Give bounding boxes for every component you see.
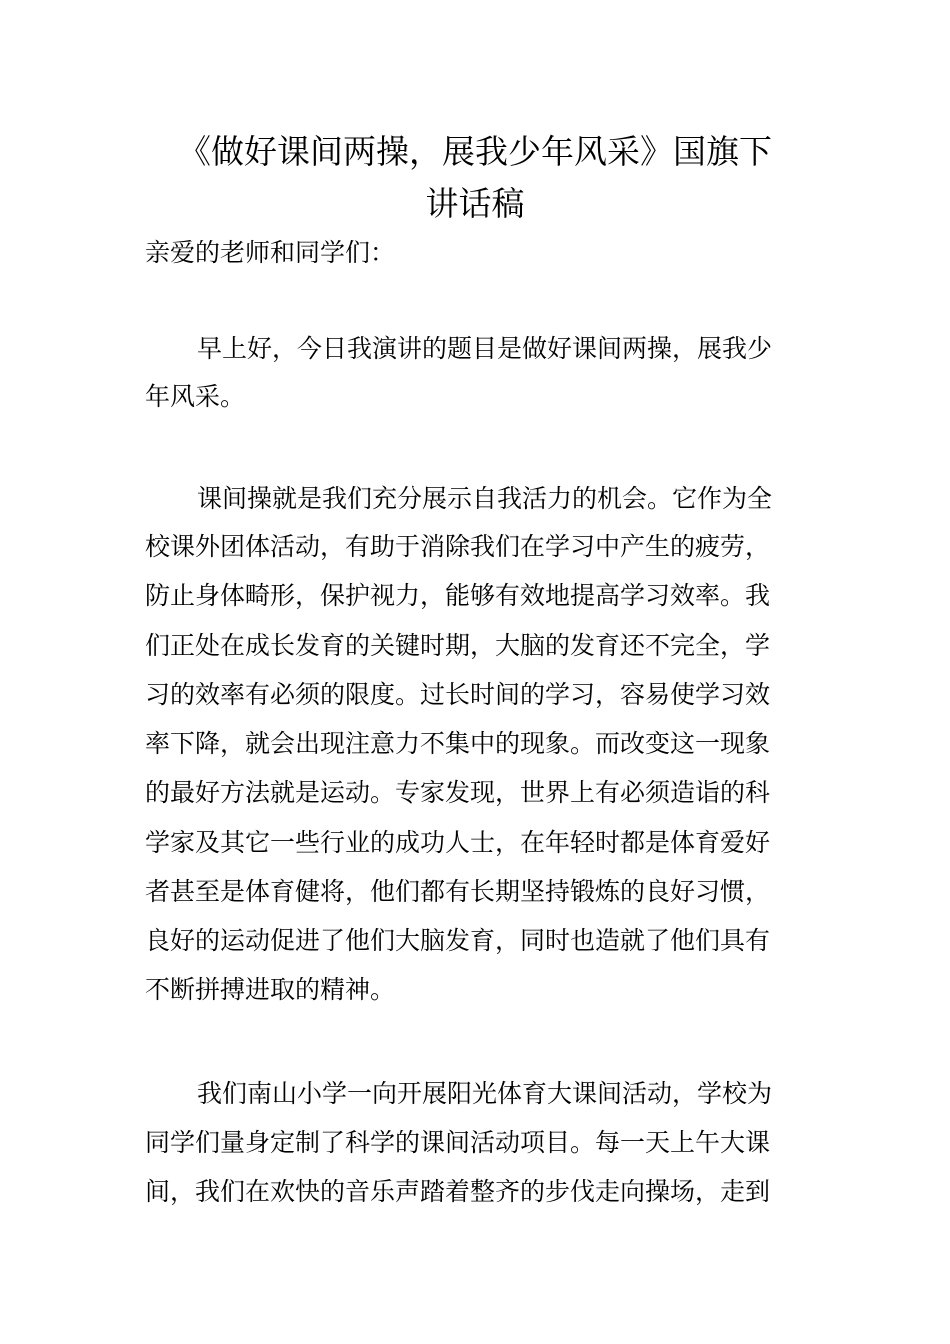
- paragraph-3-line-3: 间，我们在欢快的音乐声踏着整齐的步伐走向操场，走到: [145, 1177, 771, 1206]
- paragraph-2-line-6: 率下降，就会出现注意力不集中的现象。而改变这一现象: [145, 729, 771, 758]
- paragraph-3-line-1: 我们南山小学一向开展阳光体育大课间活动，学校为: [197, 1079, 773, 1108]
- paragraph-2-line-3: 防止身体畸形，保护视力，能够有效地提高学习效率。我: [145, 581, 771, 610]
- paragraph-3-line-2: 同学们量身定制了科学的课间活动项目。每一天上午大课: [145, 1128, 771, 1157]
- paragraph-1-line-2: 年风采。: [145, 382, 246, 411]
- document-title-line-2: 讲话稿: [425, 184, 525, 223]
- paragraph-2-line-8: 学家及其它一些行业的成功人士，在年轻时都是体育爱好: [145, 828, 771, 857]
- salutation: 亲爱的老师和同学们：: [145, 238, 396, 267]
- paragraph-2-line-7: 的最好方法就是运动。专家发现，世界上有必须造诣的科: [145, 778, 771, 807]
- paragraph-2-line-11: 不断拼搏进取的精神。: [145, 975, 396, 1004]
- paragraph-2-line-1: 课间操就是我们充分展示自我活力的机会。它作为全: [197, 484, 773, 513]
- paragraph-2-line-2: 校课外团体活动，有助于消除我们在学习中产生的疲劳，: [145, 532, 771, 561]
- paragraph-2-line-5: 习的效率有必须的限度。过长时间的学习，容易使学习效: [145, 680, 771, 709]
- paragraph-2-line-4: 们正处在成长发育的关键时期，大脑的发育还不完全，学: [145, 631, 771, 660]
- paragraph-2-line-10: 良好的运动促进了他们大脑发育，同时也造就了他们具有: [145, 926, 771, 955]
- document-title-line-1: 《做好课间两操，展我少年风采》国旗下: [178, 132, 772, 171]
- paragraph-1-line-1: 早上好，今日我演讲的题目是做好课间两操，展我少: [197, 334, 773, 363]
- paragraph-2-line-9: 者甚至是体育健将，他们都有长期坚持锻炼的良好习惯，: [145, 877, 771, 906]
